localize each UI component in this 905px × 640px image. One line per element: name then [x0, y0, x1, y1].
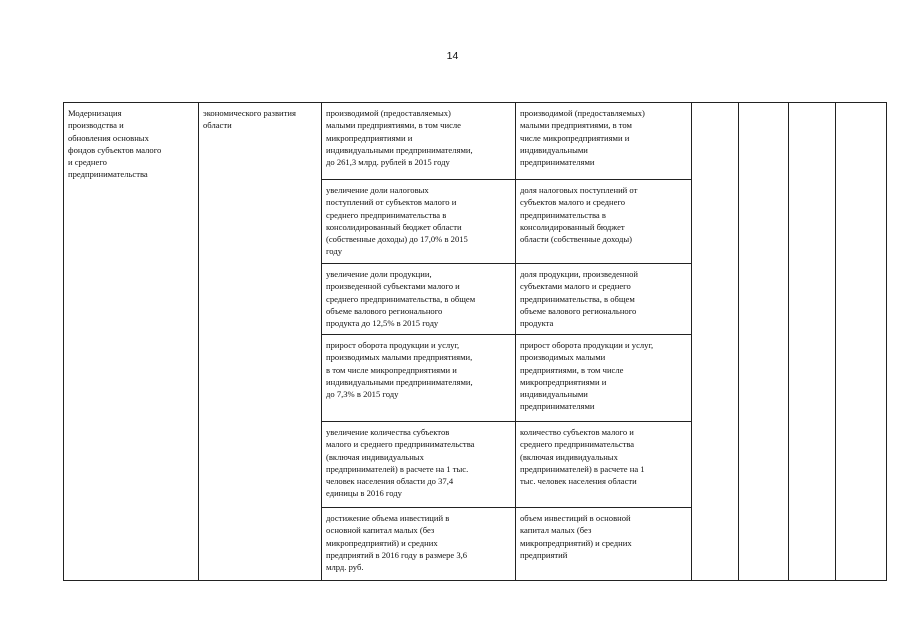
- page-number: 14: [446, 50, 459, 62]
- program-table: [63, 102, 887, 581]
- target-cell: достижение объема инвестиций в основной капитал малых (без микропредприятий) и средних предприятий в 2016 году в размере 3,6 млрд. руб.: [322, 508, 516, 581]
- empty-cell: [739, 103, 789, 581]
- empty-cell: [692, 103, 739, 581]
- indicator-cell: доля продукции, произведенной субъектами малого и среднего предпринимательства, в общем объеме валового регионального продукта: [516, 264, 692, 335]
- empty-cell: [789, 103, 836, 581]
- indicator-cell: количество субъектов малого и среднего предпринимательства (включая индивидуальных предпринимателей) в расчете на 1 тыс. человек населения области: [516, 422, 692, 508]
- indicator-cell: производимой (предоставляемых) малыми предприятиями, в том числе микропредприятиями и индивидуальными предпринимателями: [516, 103, 692, 180]
- indicator-cell: прирост оборота продукции и услуг, производимых малыми предприятиями, в том числе микропредприятиями и индивидуальными предпринимателями: [516, 335, 692, 422]
- indicator-cell: доля налоговых поступлений от субъектов малого и среднего предпринимательства в консолидированный бюджет области (собственные доходы): [516, 180, 692, 264]
- target-cell: производимой (предоставляемых) малыми предприятиями, в том числе микропредприятиями и индивидуальными предпринимателями, до 261,3 млрд. рублей в 2015 году: [322, 103, 516, 180]
- target-cell: увеличение доли продукции, произведенной субъектами малого и среднего предпринимательства, в общем объеме валового регионального продукта до 12,5% в 2015 году: [322, 264, 516, 335]
- task-cell: Модернизация производства и обновления основных фондов субъектов малого и среднего предпринимательства: [64, 103, 199, 581]
- target-cell: увеличение количества субъектов малого и среднего предпринимательства (включая индивидуальных предпринимателей) в расчете на 1 тыс. человек населения области до 37,4 единицы в 2016 году: [322, 422, 516, 508]
- target-cell: прирост оборота продукции и услуг, производимых малыми предприятиями, в том числе микропредприятиями и индивидуальными предпринимателями, до 7,3% в 2015 году: [322, 335, 516, 422]
- table-row: [64, 103, 887, 180]
- empty-cell: [836, 103, 887, 581]
- target-cell: увеличение доли налоговых поступлений от субъектов малого и среднего предпринимательства в консолидированный бюджет области (собственные доходы) до 17,0% в 2015 году: [322, 180, 516, 264]
- indicator-cell: объем инвестиций в основной капитал малых (без микропредприятий) и средних предприятий: [516, 508, 692, 581]
- executor-cell: экономического развития области: [199, 103, 322, 581]
